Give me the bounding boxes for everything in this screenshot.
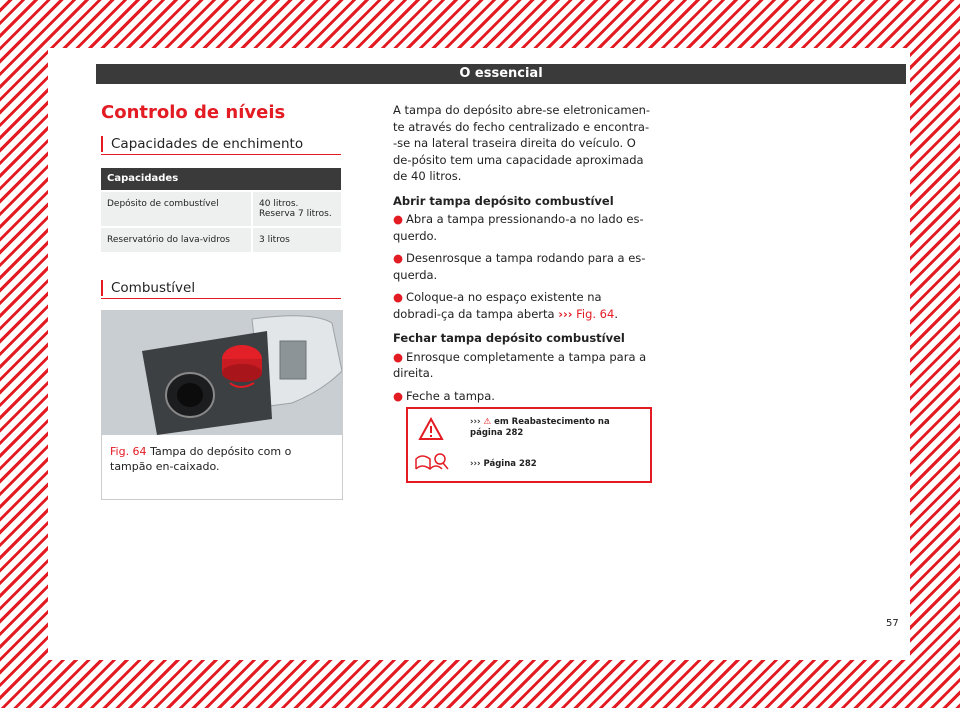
arrow-icon: ››› — [558, 306, 573, 321]
bullet-icon: ● — [393, 212, 404, 226]
table-row — [101, 190, 341, 226]
table-cell-item: Reservatório do lava-vidros — [101, 228, 253, 252]
subsection-rule — [101, 154, 341, 155]
table-cell-value: 3 litros — [259, 235, 290, 245]
figure-caption — [110, 444, 334, 474]
list-item — [393, 388, 653, 405]
body-column — [393, 102, 653, 410]
list-item-text: Abra a tampa pressionando-a no lado es-querdo. — [393, 212, 644, 243]
arrow-icon: ››› — [470, 459, 481, 469]
list-item-text: Enrosque completamente a tampa para a direita. — [393, 349, 647, 380]
fig-link[interactable] — [558, 307, 614, 321]
bullet-icon: ● — [393, 251, 404, 265]
page-number: 57 — [886, 618, 899, 629]
page-header: O essencial — [96, 64, 906, 84]
table-header: Capacidades — [101, 168, 341, 190]
figure-64 — [101, 310, 343, 500]
warning-reference-text: em Reabastecimento na página 282 — [470, 417, 610, 438]
close-heading: Fechar tampa depósito combustível — [393, 331, 625, 345]
list-item-text: Desenrosque a tampa rodando para a es-querda. — [393, 251, 646, 282]
open-heading: Abrir tampa depósito combustível — [393, 193, 614, 208]
intro-paragraph: A tampa do depósito abre-se eletronicamen-te através do fecho centralizado e encontra--se na lateral traseira direita do veículo. O de-pósito tem uma capacidade aproximada de 40 litros. — [393, 103, 651, 183]
warning-reference[interactable] — [470, 417, 640, 439]
subsection-title-fuel: Combustível — [101, 280, 351, 296]
table-cell-value: 40 litros. Reserva 7 litros. — [259, 199, 332, 219]
list-item: ● Coloque-a no espaço existente na dobradi-ça da tampa aberta ››› Fig. 64. — [393, 290, 618, 321]
bullet-icon: ● — [393, 290, 404, 304]
table-cell-item: Depósito de combustível — [101, 192, 253, 226]
page-reference-text: Página 282 — [483, 459, 537, 469]
fuel-cap-illustration — [102, 311, 342, 435]
subsection-title-capacities: Capacidades de enchimento — [101, 136, 351, 152]
list-item — [393, 211, 653, 244]
warning-icon — [418, 417, 444, 441]
list-item-text: Coloque-a no espaço existente na dobradi-ça da tampa aberta — [393, 290, 602, 321]
list-item-text: Feche a tampa. — [406, 388, 495, 403]
book-search-icon — [414, 451, 450, 475]
capacities-table — [101, 168, 341, 252]
fig-link-text: Fig. 64 — [576, 306, 615, 321]
small-warning-icon: ⚠ — [483, 417, 492, 427]
bullet-icon: ● — [393, 349, 404, 364]
list-item — [393, 250, 653, 283]
figure-label: Fig. 64 — [110, 445, 147, 458]
bullet-icon: ● — [393, 388, 404, 403]
page — [48, 48, 910, 660]
list-item — [393, 349, 653, 382]
notice-box — [406, 407, 652, 483]
arrow-icon: ››› — [470, 417, 481, 427]
page-reference[interactable] — [470, 459, 640, 470]
section-title: Controlo de níveis — [101, 102, 286, 123]
figure-caption-text: Tampa do depósito com o tampão en-caixado. — [110, 445, 292, 473]
table-row — [101, 226, 341, 252]
fuel-cap-photo — [102, 311, 342, 435]
subsection-rule — [101, 298, 341, 299]
